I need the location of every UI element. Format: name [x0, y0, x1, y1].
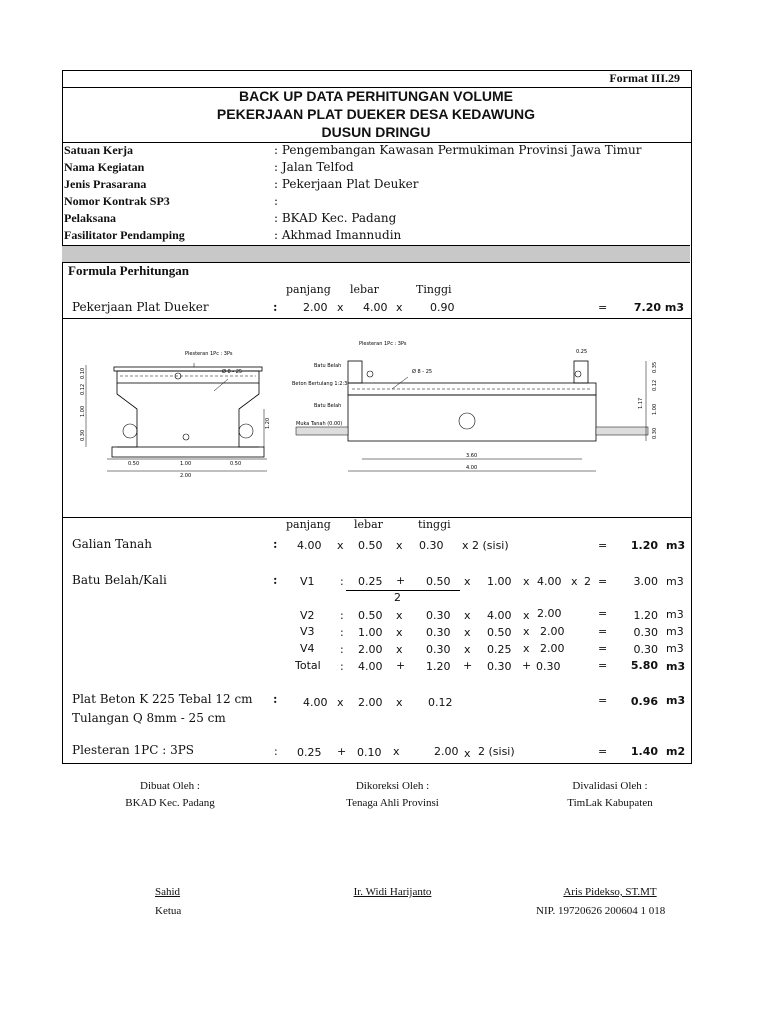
- v1-c: 1.00: [487, 575, 512, 588]
- label-batu-belah-2: Batu Belah: [314, 403, 342, 409]
- plesteran-unit: m2: [666, 745, 686, 758]
- formula-result: 7.20 m3: [633, 301, 684, 314]
- v2-unit: m3: [666, 608, 684, 621]
- galian-unit: m3: [666, 539, 686, 552]
- v3-eq: =: [598, 625, 608, 638]
- plat-x1: x: [337, 696, 344, 709]
- dim-050-b: 0.50: [230, 461, 242, 467]
- formula-panjang: 2.00: [303, 301, 328, 314]
- v4-x2: x: [464, 643, 471, 656]
- sig-role-dibuat: Dibuat Oleh :: [140, 780, 200, 792]
- v3-x2: x: [464, 626, 471, 639]
- v1-denominator: 2: [394, 591, 401, 604]
- info-value-jenis-prasarana: : Pekerjaan Plat Deuker: [274, 177, 419, 191]
- sig-role-dikoreksi: Dikoreksi Oleh :: [355, 780, 430, 792]
- sig-title-divalidasi: NIP. 19720626 200604 1 018: [536, 905, 666, 917]
- galian-b: 0.50: [358, 539, 383, 552]
- dim-right-012: 0.12: [652, 379, 658, 391]
- formula-heading: Formula Perhitungan: [68, 263, 189, 278]
- batu-colon: :: [273, 573, 278, 587]
- plat-label: Plat Beton K 225 Tebal 12 cm: [72, 692, 253, 706]
- plat-c: 0.12: [428, 696, 453, 709]
- sig-org-dikoreksi: Tenaga Ahli Provinsi: [346, 797, 439, 809]
- v2-name: V2: [300, 609, 315, 622]
- galian-a: 4.00: [297, 539, 322, 552]
- v1-d: 4.00: [537, 575, 562, 588]
- v3-x1: x: [396, 626, 403, 639]
- v2-x2: x: [464, 609, 471, 622]
- label-rebar-2: Ø 8 - 25: [412, 369, 433, 375]
- dim-400: 4.00: [466, 465, 478, 471]
- sig-title-dibuat: Ketua: [155, 905, 182, 917]
- title-line-2: PEKERJAAN PLAT DUEKER DESA KEDAWUNG: [216, 106, 536, 122]
- formula-lebar: 4.00: [363, 301, 388, 314]
- dim-left-012: 0.12: [80, 383, 86, 395]
- calc-header-tinggi: tinggi: [418, 518, 451, 531]
- v3-b: 0.30: [426, 626, 451, 639]
- grey-band: [62, 245, 690, 263]
- plesteran-eq: =: [598, 745, 608, 758]
- dueker-drawing: [62, 319, 690, 517]
- v3-colon: :: [340, 626, 344, 639]
- plat-label-2: Tulangan Q 8mm - 25 cm: [72, 711, 226, 725]
- total-c: 0.30: [487, 660, 512, 673]
- v1-x1: x: [464, 575, 471, 588]
- total-result: 5.80: [630, 659, 658, 672]
- sig-role-divalidasi: Divalidasi Oleh :: [572, 780, 648, 792]
- plesteran-d: 2 (sisi): [478, 745, 515, 758]
- formula-header-panjang: panjang: [286, 283, 331, 296]
- v1-op1: +: [396, 574, 406, 587]
- v1-unit: m3: [666, 575, 684, 588]
- fraction-bar: [346, 590, 460, 591]
- v2-colon: :: [340, 609, 344, 622]
- formula-equals: =: [598, 301, 608, 314]
- v3-a: 1.00: [358, 626, 383, 639]
- v2-x3: x: [523, 609, 530, 622]
- v4-d: 2.00: [540, 642, 565, 655]
- galian-result: 1.20: [630, 539, 658, 552]
- formula-item-label: Pekerjaan Plat Dueker: [72, 300, 209, 314]
- v1-b: 0.50: [426, 575, 451, 588]
- dim-left-030: 0.30: [80, 429, 86, 441]
- label-rebar-1: Ø 8 - 25: [222, 369, 243, 375]
- dim-left-010: 0.10: [80, 367, 86, 379]
- v3-c: 0.50: [487, 626, 512, 639]
- plesteran-c: 2.00: [434, 745, 459, 758]
- galian-c: 0.30: [419, 539, 444, 552]
- formula-tinggi: 0.90: [430, 301, 455, 314]
- v4-c: 0.25: [487, 643, 512, 656]
- info-value-satuan-kerja: : Pengembangan Kawasan Permukiman Provinsi Jawa Timur: [274, 143, 642, 157]
- batu-label: Batu Belah/Kali: [72, 573, 167, 587]
- info-value-nomor-kontrak: :: [274, 194, 279, 208]
- info-value-fasilitator: : Akhmad Imannudin: [274, 228, 402, 242]
- v4-name: V4: [300, 642, 315, 655]
- label-muka-tanah: Muka Tanah (0.00): [296, 421, 343, 427]
- total-b: 1.20: [426, 660, 451, 673]
- sig-org-divalidasi: TimLak Kabupaten: [567, 797, 653, 809]
- title-line-3: DUSUN DRINGU: [321, 124, 431, 140]
- plesteran-label: Plesteran 1PC : 3PS: [72, 743, 195, 757]
- v2-b: 0.30: [426, 609, 451, 622]
- plat-eq: =: [598, 694, 608, 707]
- galian-x1: x: [337, 539, 344, 552]
- v4-a: 2.00: [358, 643, 383, 656]
- v1-name: V1: [300, 575, 315, 588]
- galian-colon: :: [273, 537, 278, 551]
- dim-right-035: 0.35: [652, 361, 658, 373]
- sig-name-dikoreksi: Ir. Widi Harijanto: [353, 886, 432, 898]
- info-label-satuan-kerja: Satuan Kerja: [64, 143, 133, 157]
- v4-colon: :: [340, 643, 344, 656]
- galian-extra: x 2 (sisi): [462, 539, 509, 552]
- v1-colon: :: [340, 575, 344, 588]
- formula-x1: x: [337, 301, 344, 314]
- plesteran-colon: :: [274, 745, 278, 758]
- info-label-jenis-prasarana: Jenis Prasarana: [64, 177, 147, 191]
- galian-eq: =: [598, 539, 608, 552]
- dim-right-030: 0.30: [652, 427, 658, 439]
- cross-section-drawing: [86, 363, 267, 471]
- formula-header-tinggi: Tinggi: [416, 283, 452, 296]
- total-d: 0.30: [536, 660, 561, 673]
- v3-result: 0.30: [633, 626, 658, 639]
- plesteran-p1: +: [337, 745, 347, 758]
- label-plesteran: Plesteran 1Pc : 3Ps: [185, 351, 233, 357]
- v2-a: 0.50: [358, 609, 383, 622]
- v4-b: 0.30: [426, 643, 451, 656]
- galian-label: Galian Tanah: [72, 537, 152, 551]
- v1-e: 2: [584, 575, 591, 588]
- formula-header-lebar: lebar: [350, 283, 379, 296]
- plat-x2: x: [396, 696, 403, 709]
- v2-d: 2.00: [537, 607, 562, 620]
- total-eq: =: [598, 659, 608, 672]
- v1-result: 3.00: [633, 575, 658, 588]
- format-label: Format III.29: [609, 71, 680, 85]
- total-unit: m3: [666, 660, 686, 673]
- v2-result: 1.20: [633, 609, 658, 622]
- v4-result: 0.30: [633, 643, 658, 656]
- dim-120: 1.20: [265, 417, 271, 429]
- v3-x3: x: [523, 625, 530, 638]
- v4-x3: x: [523, 642, 530, 655]
- plat-unit: m3: [666, 694, 686, 707]
- dim-right-100: 1.00: [652, 403, 658, 415]
- plesteran-b: 0.10: [357, 746, 382, 759]
- v3-unit: m3: [666, 625, 684, 638]
- v3-name: V3: [300, 625, 315, 638]
- formula-colon: :: [273, 300, 278, 314]
- v1-x2: x: [523, 575, 530, 588]
- v3-d: 2.00: [540, 625, 565, 638]
- plat-b: 2.00: [358, 696, 383, 709]
- v1-a: 0.25: [358, 575, 383, 588]
- dim-100: 1.00: [180, 461, 192, 467]
- v1-eq: =: [598, 575, 608, 588]
- v4-unit: m3: [666, 642, 684, 655]
- plesteran-result: 1.40: [630, 745, 658, 758]
- total-a: 4.00: [358, 660, 383, 673]
- dim-360: 3.60: [466, 453, 478, 459]
- dim-025: 0.25: [576, 349, 588, 355]
- info-label-pelaksana: Pelaksana: [64, 211, 117, 225]
- label-plesteran-2: Plesteran 1Pc : 3Ps: [359, 341, 407, 347]
- label-batu-belah: Batu Belah: [314, 363, 342, 369]
- info-label-fasilitator: Fasilitator Pendamping: [64, 228, 185, 242]
- dim-right-117: 1.17: [638, 397, 644, 409]
- total-colon: :: [340, 660, 344, 673]
- dim-050-a: 0.50: [128, 461, 140, 467]
- v4-x1: x: [396, 643, 403, 656]
- calc-header-panjang: panjang: [286, 518, 331, 531]
- plat-colon: :: [273, 692, 278, 706]
- galian-x2: x: [396, 539, 403, 552]
- total-p3: +: [522, 659, 532, 672]
- v2-c: 4.00: [487, 609, 512, 622]
- v2-x1: x: [396, 609, 403, 622]
- v2-eq: =: [598, 607, 608, 620]
- info-value-nama-kegiatan: : Jalan Telfod: [274, 160, 354, 174]
- plesteran-x2: x: [464, 747, 471, 760]
- dim-200: 2.00: [180, 473, 192, 479]
- label-beton-bertulang: Beton Bertulang 1:2:3: [292, 381, 348, 387]
- total-p2: +: [463, 659, 473, 672]
- v1-x3: x: [571, 575, 578, 588]
- plat-a: 4.00: [303, 696, 328, 709]
- formula-x2: x: [396, 301, 403, 314]
- v4-eq: =: [598, 642, 608, 655]
- calc-header-lebar: lebar: [354, 518, 383, 531]
- plesteran-a: 0.25: [297, 746, 322, 759]
- info-value-pelaksana: : BKAD Kec. Padang: [274, 211, 397, 225]
- info-label-nama-kegiatan: Nama Kegiatan: [64, 160, 145, 174]
- plesteran-x1: x: [393, 745, 400, 758]
- total-p1: +: [396, 659, 406, 672]
- dim-left-100: 1.00: [80, 405, 86, 417]
- plat-result: 0.96: [630, 695, 658, 708]
- title-line-1: BACK UP DATA PERHITUNGAN VOLUME: [238, 88, 514, 104]
- total-name: Total: [295, 659, 321, 672]
- sig-name-dibuat: Sahid: [155, 886, 181, 898]
- info-label-nomor-kontrak: Nomor Kontrak SP3: [64, 194, 170, 208]
- sig-org-dibuat: BKAD Kec. Padang: [125, 797, 215, 809]
- sig-name-divalidasi: Aris Pidekso, ST.MT: [563, 886, 657, 898]
